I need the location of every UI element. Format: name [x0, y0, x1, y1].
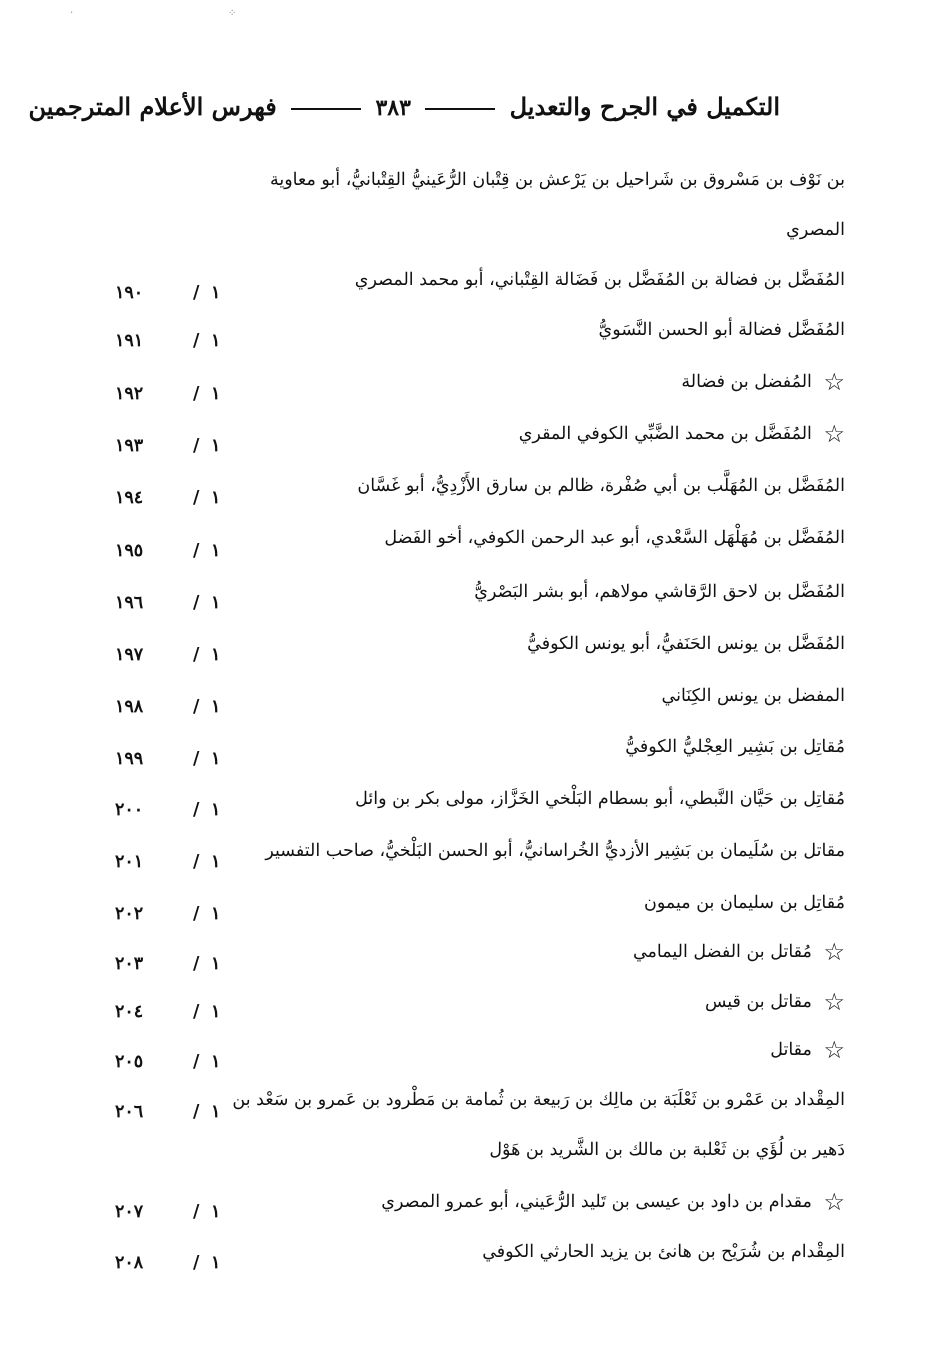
index-entry	[527, 632, 845, 656]
entry-text: مُقاتِل بن حَيَّان النَّبطي، أبو بسطام البَلْخي الخَزَّاز، مولى بكر بن وائل	[355, 789, 845, 809]
index-entry	[705, 990, 845, 1014]
entry-text: المُفَضَّل بن المُهَلَّب بن أبي صُفْرة، ظالم بن سارق الأَزْدِيُّ، أبو غَسَّان	[357, 476, 845, 496]
volume-number: ١	[211, 749, 221, 769]
reference-slash: /	[193, 1253, 200, 1273]
entry-text: المفضل بن يونس الكِنَاني	[661, 686, 845, 706]
reference-slash: /	[193, 283, 200, 303]
entry-text: المُفَضَّل بن لاحق الرَّقاشي مولاهم، أبو بشر البَصْريُّ	[474, 582, 845, 602]
entry-reference	[115, 1102, 225, 1126]
entry-reference	[115, 436, 225, 460]
entry-text: مُقاتِل بن بَشِير العِجْليُّ الكوفيُّ	[625, 737, 845, 757]
entry-reference	[115, 1253, 225, 1277]
entry-continuation: المصري	[786, 220, 845, 240]
entry-text: المُفَضَّل بن فضالة بن المُفَضَّل بن فَضَالة القِتْباني، أبو محمد المصري	[354, 270, 845, 290]
page-number: ٣٨٣	[375, 95, 411, 121]
star-icon: ☆	[823, 420, 845, 448]
entry-text: المُفضل بن فضالة	[681, 372, 812, 392]
star-icon: ☆	[823, 1036, 845, 1064]
entry-number: ٢٠٢	[115, 904, 144, 924]
entry-reference	[115, 800, 225, 824]
entry-number: ٢٠٦	[115, 1102, 144, 1122]
running-header	[28, 92, 780, 142]
reference-slash: /	[193, 904, 200, 924]
volume-number: ١	[211, 904, 221, 924]
reference-slash: /	[193, 697, 200, 717]
index-entry	[482, 1240, 845, 1264]
reference-slash: /	[193, 852, 200, 872]
volume-number: ١	[211, 331, 221, 351]
entry-number: ١٩٨	[115, 697, 144, 717]
index-entry	[355, 787, 845, 811]
entry-reference	[115, 954, 225, 978]
entry-number: ٢٠٠	[115, 800, 144, 820]
volume-number: ١	[211, 283, 221, 303]
index-entry	[474, 580, 845, 604]
reference-slash: /	[193, 331, 200, 351]
entry-reference	[115, 697, 225, 721]
entry-number: ١٩٧	[115, 645, 144, 665]
entry-text: مقاتل	[770, 1040, 812, 1060]
volume-number: ١	[211, 384, 221, 404]
reference-slash: /	[193, 1052, 200, 1072]
entry-reference	[115, 645, 225, 669]
volume-number: ١	[211, 1253, 221, 1273]
entry-number: ١٩٢	[115, 384, 144, 404]
entry-number: ١٩٩	[115, 749, 144, 769]
entry-reference	[115, 1002, 225, 1026]
header-dash	[291, 108, 361, 110]
volume-number: ١	[211, 488, 221, 508]
reference-slash: /	[193, 593, 200, 613]
index-entry	[644, 891, 845, 915]
index-entry	[384, 526, 845, 550]
index-entry	[232, 1088, 845, 1162]
reference-slash: /	[193, 436, 200, 456]
index-entry	[519, 422, 845, 446]
reference-slash: /	[193, 1002, 200, 1022]
star-icon: ☆	[823, 988, 845, 1016]
section-title: فهرس الأعلام المترجمين	[28, 92, 277, 121]
volume-number: ١	[211, 1052, 221, 1072]
reference-slash: /	[193, 384, 200, 404]
entry-reference	[115, 593, 225, 617]
reference-slash: /	[193, 541, 200, 561]
entry-text: المُفَضَّل بن مُهَلْهَل السَّعْدي، أبو عبد الرحمن الكوفي، أخو الفَضل	[384, 528, 845, 548]
reference-slash: /	[193, 488, 200, 508]
entry-number: ١٩٤	[115, 488, 144, 508]
entry-number: ٢٠١	[115, 852, 144, 872]
entry-reference	[115, 384, 225, 408]
reference-slash: /	[193, 645, 200, 665]
entry-reference	[115, 488, 225, 512]
volume-number: ١	[211, 1002, 221, 1022]
entry-reference	[115, 1052, 225, 1076]
entry-text: مقاتل بن قيس	[704, 992, 812, 1012]
volume-number: ١	[211, 954, 221, 974]
index-entry	[357, 474, 845, 498]
volume-number: ١	[211, 697, 221, 717]
index-entry	[633, 940, 845, 964]
entry-text: المُفَضَّل بن محمد الضَّبِّي الكوفي المقري	[518, 424, 812, 444]
entry-reference	[115, 852, 225, 876]
entry-reference	[115, 749, 225, 773]
header-dash	[425, 108, 495, 110]
scan-speck: ⁘	[228, 8, 237, 19]
volume-number: ١	[211, 800, 221, 820]
star-icon: ☆	[823, 368, 845, 396]
volume-number: ١	[211, 645, 221, 665]
entry-number: ٢٠٥	[115, 1052, 144, 1072]
index-entry	[599, 318, 845, 342]
volume-number: ١	[211, 1102, 221, 1122]
entry-number: ١٩٥	[115, 541, 144, 561]
star-icon: ☆	[823, 938, 845, 966]
entry-reference	[115, 331, 225, 355]
entry-number: ٢٠٤	[115, 1002, 144, 1022]
scan-speck: ˑ	[70, 8, 74, 19]
entry-number: ٢٠٨	[115, 1253, 144, 1273]
book-title: التكميل في الجرح والتعديل	[509, 92, 780, 121]
entry-reference	[115, 541, 225, 565]
reference-slash: /	[193, 749, 200, 769]
entry-text: مقدام بن داود بن عيسى بن تَليد الرُّعَيني، أبو عمرو المصري	[381, 1192, 812, 1212]
entry-reference	[115, 904, 225, 928]
entry-number: ٢٠٧	[115, 1202, 144, 1222]
entry-reference	[115, 1202, 225, 1226]
entry-text: المُفَضَّل بن يونس الحَنَفيُّ، أبو يونس الكوفيُّ	[527, 634, 845, 654]
entry-continuation: دَهير بن لُؤَي بن ثَعْلبة بن مالك بن الشَّريد بن هَوْل	[489, 1140, 845, 1160]
entry-text: مُقاتل بن الفضل اليمامي	[632, 942, 812, 962]
entry-text: المُفَضَّل فضالة أبو الحسن النَّسَويُّ	[598, 320, 845, 340]
entry-text: المِقْدام بن شُرَيْح بن هانئ بن يزيد الحارثي الكوفي	[482, 1242, 845, 1262]
volume-number: ١	[211, 436, 221, 456]
index-entry	[662, 684, 846, 708]
index-entry	[355, 268, 845, 292]
volume-number: ١	[211, 1202, 221, 1222]
entry-reference	[115, 283, 225, 307]
entry-text: المِقْداد بن عَمْرو بن ثَعْلَبَة بن مالِك بن رَبيعة بن ثُمامة بن مَطْرود بن عَمرو بن سَعْد بن	[232, 1090, 845, 1110]
index-entry	[681, 370, 845, 394]
volume-number: ١	[211, 593, 221, 613]
reference-slash: /	[193, 800, 200, 820]
entry-number: ١٩٦	[115, 593, 144, 613]
entry-text: بن نَوْف بن مَسْروق بن شَراحيل بن يَرْعش بن قِتْبان الرُّعَينيُّ القِتْبانيُّ، أبو معاوية	[269, 170, 845, 190]
entry-number: ٢٠٣	[115, 954, 144, 974]
reference-slash: /	[193, 954, 200, 974]
index-entry	[770, 1038, 845, 1062]
reference-slash: /	[193, 1202, 200, 1222]
index-entry	[270, 168, 845, 242]
entry-number: ١٩١	[115, 331, 144, 351]
entry-number: ١٩٠	[115, 283, 144, 303]
index-entry	[381, 1190, 845, 1214]
volume-number: ١	[211, 852, 221, 872]
entry-text: مقاتل بن سُلَيمان بن بَشِير الأزديُّ الخُراسانيُّ، أبو الحسن البَلْخيُّ، صاحب التفسير	[265, 841, 845, 861]
index-entry	[265, 839, 845, 863]
entry-text: مُقاتِل بن سليمان بن ميمون	[643, 893, 845, 913]
volume-number: ١	[211, 541, 221, 561]
index-entry	[625, 735, 845, 759]
star-icon: ☆	[823, 1188, 845, 1216]
entry-number: ١٩٣	[115, 436, 144, 456]
reference-slash: /	[193, 1102, 200, 1122]
